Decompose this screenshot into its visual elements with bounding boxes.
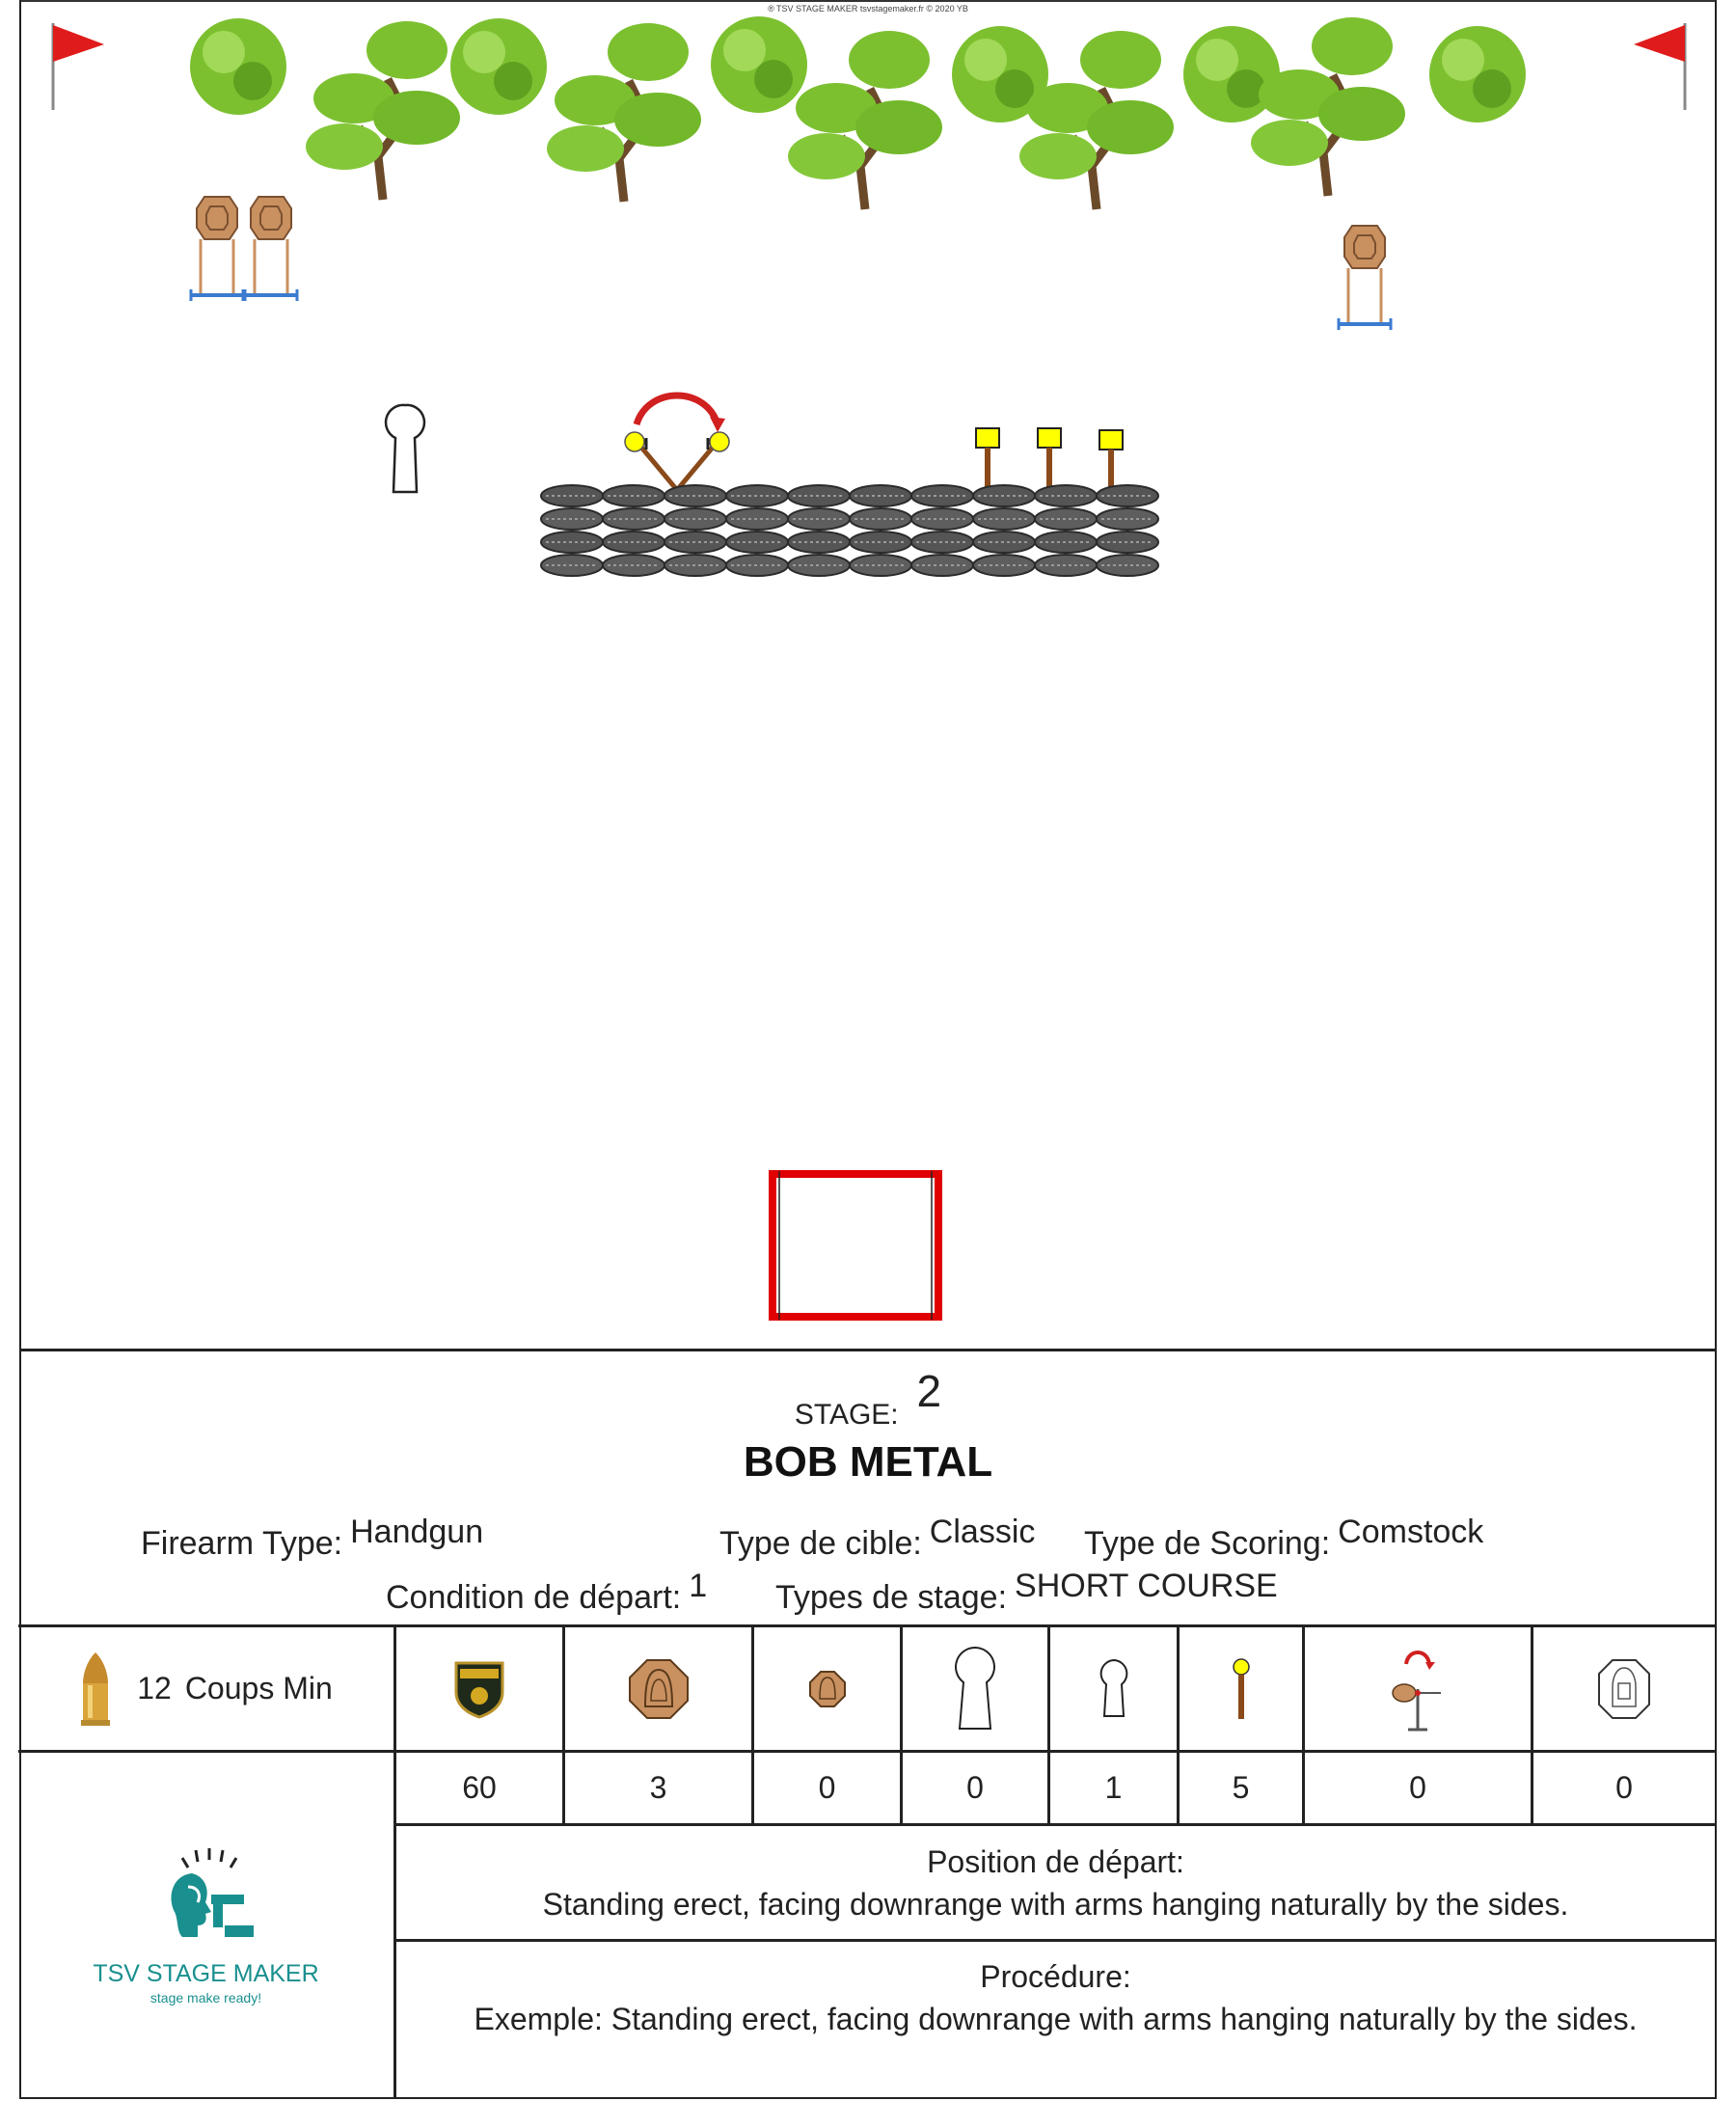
count-cell-swinger: 5 xyxy=(1177,1750,1302,1823)
target-type-field: Type de cible: Classic xyxy=(719,1514,1036,1562)
start-position-text: Standing erect, facing downrange with arms hanging naturally by the sides. xyxy=(542,1886,1569,1922)
firearm-type-value: Handgun xyxy=(350,1514,484,1550)
stage-label: STAGE: xyxy=(794,1399,899,1431)
steel-target-stand-icon xyxy=(187,195,247,307)
swinger-target-icon xyxy=(1231,1657,1252,1721)
mover-target-icon xyxy=(1383,1643,1452,1735)
scoring-type-field: Type de Scoring: Comstock xyxy=(1084,1514,1484,1562)
tree-bush-icon xyxy=(185,14,291,120)
steel-target-stand-icon xyxy=(241,195,301,307)
large-popper-icon xyxy=(950,1646,1000,1733)
procedure-title: Procédure: xyxy=(980,1959,1131,1994)
start-condition-value: 1 xyxy=(689,1568,708,1604)
stage-number: 2 xyxy=(916,1366,942,1416)
shooting-box-icon xyxy=(766,1167,945,1323)
start-position-cell xyxy=(393,1823,1715,1939)
small-steel-target-icon xyxy=(808,1670,847,1708)
stage-number-row xyxy=(21,1365,1715,1432)
target-count-grid xyxy=(21,1624,1715,2097)
stage-name: BOB METAL xyxy=(743,1438,993,1486)
tree-bonsai-icon xyxy=(542,14,706,206)
count-cell-ro: 60 xyxy=(393,1750,562,1823)
icon-cell-ro xyxy=(393,1624,562,1750)
steel-target-stand-icon xyxy=(1335,224,1395,336)
scoring-type-value: Comstock xyxy=(1338,1514,1484,1550)
procedure-text: Exemple: Standing erect, facing downrange with arms hanging naturally by the sides. xyxy=(474,2002,1638,2036)
stage-diagram xyxy=(21,0,1715,1351)
logo-tagline: stage make ready! xyxy=(149,1990,262,2006)
rounds-cell xyxy=(18,1624,393,1750)
icon-cell-swinger xyxy=(1177,1624,1302,1750)
ro-badge-icon xyxy=(452,1659,506,1719)
count-cell-mover: 0 xyxy=(1302,1750,1531,1823)
count-cell-large-steel: 3 xyxy=(562,1750,751,1823)
tree-bush-icon xyxy=(446,14,552,120)
stage-info xyxy=(21,1349,1715,1624)
tree-bonsai-icon xyxy=(783,21,947,214)
logo-cell xyxy=(18,1750,393,2097)
count-cell-paper: 0 xyxy=(1531,1750,1715,1823)
tire-wall-icon xyxy=(540,484,1180,585)
icon-cell-small-popper xyxy=(1047,1624,1177,1750)
tree-bonsai-icon xyxy=(1015,21,1179,214)
copyright-text: ® TSV STAGE MAKER tsvstagemaker.fr © 2020 YB xyxy=(768,4,968,14)
count-cell-small-steel: 0 xyxy=(751,1750,900,1823)
stage-sheet xyxy=(19,0,1717,2099)
flag-left-icon xyxy=(48,21,108,114)
stage-type-field: Types de stage: SHORT COURSE xyxy=(775,1568,1278,1616)
tree-bonsai-icon xyxy=(301,12,465,205)
count-cell-large-popper: 0 xyxy=(900,1750,1047,1823)
flag-right-icon xyxy=(1630,21,1690,114)
icon-cell-large-steel xyxy=(562,1624,751,1750)
icon-cell-large-popper xyxy=(900,1624,1047,1750)
rounds-label: Coups Min xyxy=(184,1671,333,1705)
target-type-value: Classic xyxy=(929,1514,1036,1550)
paper-target-icon xyxy=(1597,1658,1651,1720)
start-position-title: Position de départ: xyxy=(927,1843,1184,1879)
bullet-icon xyxy=(79,1651,112,1728)
icon-cell-small-steel xyxy=(751,1624,900,1750)
procedure-cell xyxy=(393,1939,1715,2097)
count-cell-small-popper: 1 xyxy=(1047,1750,1177,1823)
stage-type-value: SHORT COURSE xyxy=(1015,1568,1278,1604)
start-condition-field: Condition de départ: 1 xyxy=(386,1568,708,1616)
rounds-count: 12 xyxy=(137,1671,172,1705)
tsv-logo-icon xyxy=(153,1844,259,1951)
icon-cell-paper xyxy=(1531,1624,1715,1750)
popper-target-icon xyxy=(384,403,426,496)
swinger-target-icon xyxy=(610,388,745,494)
tree-bonsai-icon xyxy=(1246,8,1410,201)
firearm-type-field: Firearm Type: Handgun xyxy=(141,1514,484,1562)
tree-bush-icon xyxy=(1424,21,1531,127)
large-steel-target-icon xyxy=(628,1658,690,1720)
small-popper-icon xyxy=(1098,1658,1130,1720)
icon-cell-mover xyxy=(1302,1624,1531,1750)
logo-name: TSV STAGE MAKER xyxy=(93,1960,319,1987)
